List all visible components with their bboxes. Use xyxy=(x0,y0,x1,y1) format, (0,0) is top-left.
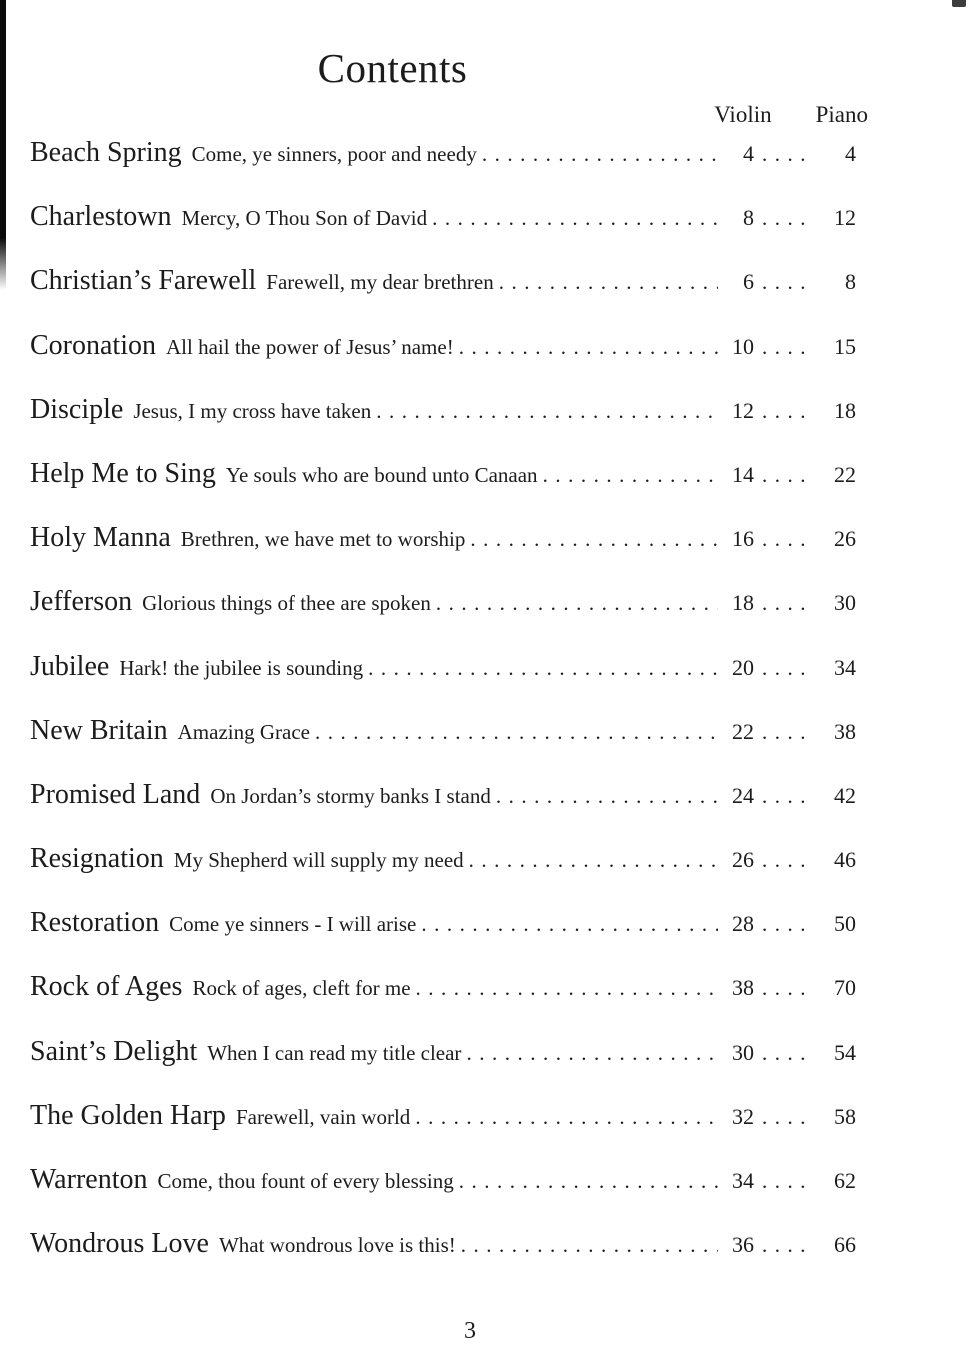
violin-page-number: 30 xyxy=(732,1039,754,1065)
piano-page-number: 12 xyxy=(834,205,856,231)
dot-separator xyxy=(754,142,812,167)
toc-entry xyxy=(30,1036,856,1070)
tune-first-line: Farewell, my dear brethren xyxy=(266,270,494,295)
dot-leader xyxy=(461,1041,718,1066)
scan-edge-artifact xyxy=(0,0,6,290)
toc-entry xyxy=(30,586,856,620)
tune-title: The Golden Harp xyxy=(30,1099,226,1131)
dot-leader xyxy=(416,912,718,937)
tune-first-line: Come, ye sinners, poor and needy xyxy=(191,142,477,166)
tune-title: Saint’s Delight xyxy=(30,1035,198,1067)
dot-leader xyxy=(431,591,718,616)
page-number: 3 xyxy=(464,1318,476,1345)
toc-entry xyxy=(30,715,856,749)
footer xyxy=(0,1318,940,1345)
dot-leader xyxy=(465,527,718,552)
violin-page-number: 14 xyxy=(732,461,754,487)
dot-leader xyxy=(464,848,718,873)
dot-leader xyxy=(456,1233,718,1258)
dot-separator xyxy=(754,1233,812,1258)
dot-leader xyxy=(538,463,718,488)
violin-page-number: 10 xyxy=(732,333,754,359)
tune-first-line: On Jordan’s stormy banks I stand xyxy=(210,783,491,808)
dot-separator xyxy=(754,656,812,681)
dot-separator xyxy=(754,976,812,1001)
toc-entry xyxy=(30,1164,856,1198)
toc-entry xyxy=(30,201,856,235)
toc-entry xyxy=(30,137,856,171)
tune-title: New Britain xyxy=(30,714,168,746)
tune-title: Christian’s Farewell xyxy=(30,265,257,297)
toc-entry xyxy=(30,394,856,428)
dot-leader xyxy=(454,335,718,360)
tune-title: Rock of Ages xyxy=(30,971,183,1003)
toc-entry xyxy=(30,779,856,813)
column-header-piano: Piano xyxy=(815,102,868,127)
tune-title: Wondrous Love xyxy=(30,1228,209,1260)
toc-entry xyxy=(30,843,856,877)
piano-page-number: 66 xyxy=(834,1232,856,1258)
piano-page-number: 26 xyxy=(834,526,856,552)
piano-page-number: 50 xyxy=(834,911,856,937)
piano-page-number: 70 xyxy=(834,975,856,1001)
violin-page-number: 20 xyxy=(732,654,754,680)
dot-leader xyxy=(371,399,718,424)
toc-entry xyxy=(30,330,856,364)
dot-separator xyxy=(754,720,812,745)
dot-separator xyxy=(754,527,812,552)
violin-page-number: 28 xyxy=(732,911,754,937)
piano-page-number: 58 xyxy=(834,1103,856,1129)
violin-page-number: 12 xyxy=(732,397,754,423)
violin-page-number: 26 xyxy=(732,847,754,873)
dot-separator xyxy=(754,270,812,295)
piano-page-number: 62 xyxy=(834,1168,856,1193)
tune-first-line: Glorious things of thee are spoken xyxy=(142,591,431,616)
piano-page-number: 38 xyxy=(834,718,856,744)
toc-entry xyxy=(30,971,856,1005)
tune-first-line: Brethren, we have met to worship xyxy=(180,527,466,552)
tune-title: Help Me to Sing xyxy=(30,457,216,489)
dot-leader xyxy=(477,142,718,167)
dot-separator xyxy=(754,1169,812,1194)
tune-title: Holy Manna xyxy=(30,522,171,554)
column-headers xyxy=(0,102,968,128)
piano-page-number: 22 xyxy=(834,461,856,487)
tune-title: Charlestown xyxy=(30,201,172,233)
tune-first-line: Ye souls who are bound unto Canaan xyxy=(225,462,538,487)
tune-title: Jefferson xyxy=(30,586,133,618)
title-wrap xyxy=(0,0,785,90)
violin-page-number: 24 xyxy=(732,782,754,808)
toc-entry xyxy=(30,265,856,299)
tune-first-line: Come, thou fount of every blessing xyxy=(157,1169,454,1193)
dot-separator xyxy=(754,463,812,488)
toc-list xyxy=(0,137,968,1262)
scan-corner-speck xyxy=(952,0,966,7)
column-header-violin: Violin xyxy=(714,102,772,127)
piano-page-number: 8 xyxy=(845,269,856,295)
piano-page-number: 46 xyxy=(834,847,856,873)
toc-entry xyxy=(30,651,856,685)
dot-leader xyxy=(310,720,718,745)
violin-page-number: 4 xyxy=(743,141,754,166)
dot-leader xyxy=(411,976,718,1001)
tune-first-line: All hail the power of Jesus’ name! xyxy=(166,334,454,359)
tune-first-line: Mercy, O Thou Son of David xyxy=(181,206,428,231)
dot-leader xyxy=(410,1105,718,1130)
dot-separator xyxy=(754,848,812,873)
violin-page-number: 8 xyxy=(743,205,754,231)
tune-first-line: Farewell, vain world xyxy=(235,1104,411,1129)
violin-page-number: 6 xyxy=(743,269,754,295)
dot-separator xyxy=(754,206,812,231)
toc-entry xyxy=(30,907,856,941)
dot-leader xyxy=(454,1169,718,1194)
tune-title: Resignation xyxy=(30,843,164,875)
tune-title: Restoration xyxy=(30,907,160,939)
dot-leader xyxy=(427,206,718,231)
piano-page-number: 15 xyxy=(834,333,856,359)
violin-page-number: 22 xyxy=(732,718,754,744)
piano-page-number: 4 xyxy=(845,141,856,166)
tune-first-line: Rock of ages, cleft for me xyxy=(192,976,411,1001)
piano-page-number: 34 xyxy=(834,654,856,680)
toc-entry xyxy=(30,458,856,492)
violin-page-number: 18 xyxy=(732,590,754,616)
tune-first-line: What wondrous love is this! xyxy=(218,1233,456,1258)
violin-page-number: 32 xyxy=(732,1103,754,1129)
violin-page-number: 34 xyxy=(732,1168,754,1193)
dot-leader xyxy=(491,784,718,809)
toc-entry xyxy=(30,1100,856,1134)
violin-page-number: 36 xyxy=(732,1232,754,1258)
tune-title: Promised Land xyxy=(30,778,201,810)
dot-leader xyxy=(363,656,718,681)
tune-title: Beach Spring xyxy=(30,137,182,168)
tune-title: Warrenton xyxy=(30,1164,148,1195)
tune-first-line: Amazing Grace xyxy=(177,719,310,744)
tune-first-line: When I can read my title clear xyxy=(207,1040,462,1065)
violin-page-number: 16 xyxy=(732,526,754,552)
tune-first-line: Come ye sinners - I will arise xyxy=(169,912,417,937)
piano-page-number: 54 xyxy=(834,1039,856,1065)
dot-separator xyxy=(754,335,812,360)
dot-separator xyxy=(754,1105,812,1130)
toc-entry xyxy=(30,522,856,556)
dot-separator xyxy=(754,591,812,616)
piano-page-number: 42 xyxy=(834,782,856,808)
tune-title: Disciple xyxy=(30,393,124,425)
tune-first-line: My Shepherd will supply my need xyxy=(173,848,464,873)
piano-page-number: 30 xyxy=(834,590,856,616)
dot-separator xyxy=(754,784,812,809)
dot-separator xyxy=(754,912,812,937)
tune-first-line: Jesus, I my cross have taken xyxy=(133,398,372,423)
dot-leader xyxy=(494,270,718,295)
dot-separator xyxy=(754,399,812,424)
piano-page-number: 18 xyxy=(834,397,856,423)
tune-title: Jubilee xyxy=(30,650,110,682)
violin-page-number: 38 xyxy=(732,975,754,1001)
tune-first-line: Hark! the jubilee is sounding xyxy=(119,655,364,680)
dot-separator xyxy=(754,1041,812,1066)
tune-title: Coronation xyxy=(30,329,156,361)
page-title: Contents xyxy=(317,45,468,91)
toc-entry xyxy=(30,1228,856,1262)
